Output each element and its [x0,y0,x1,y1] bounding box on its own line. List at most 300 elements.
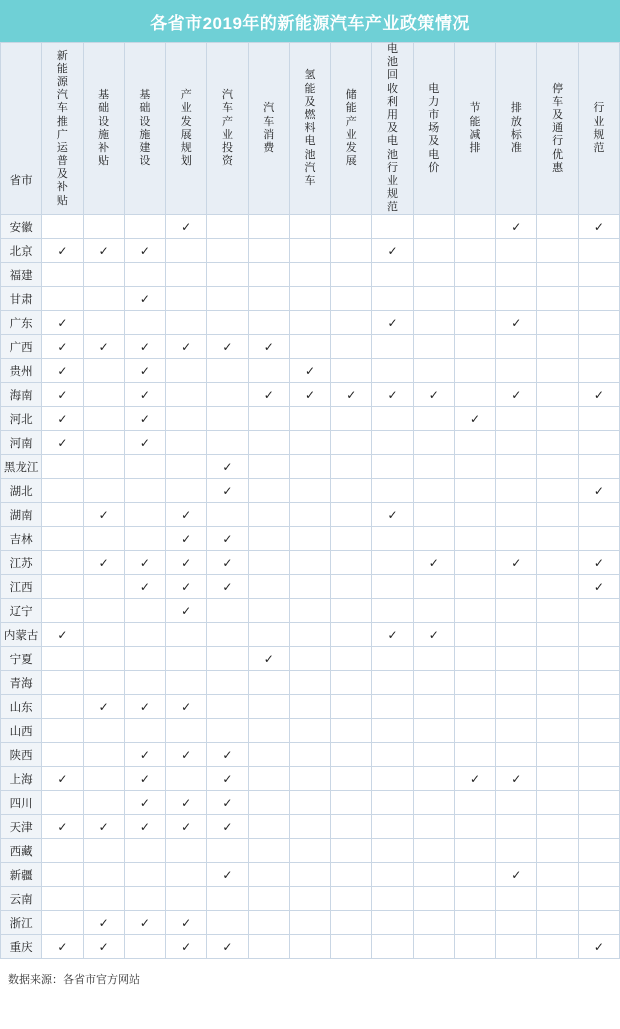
policy-empty-cell [289,503,330,527]
policy-empty-cell [578,311,619,335]
policy-empty-cell [578,263,619,287]
policy-check-cell: ✓ [207,863,248,887]
policy-empty-cell [83,287,124,311]
policy-empty-cell [166,887,207,911]
policy-empty-cell [331,767,372,791]
policy-empty-cell [83,311,124,335]
policy-empty-cell [124,887,165,911]
policy-check-cell: ✓ [124,431,165,455]
policy-empty-cell [496,575,537,599]
policy-empty-cell [83,215,124,239]
row-region-label: 湖南 [1,503,42,527]
policy-check-cell: ✓ [372,383,413,407]
policy-empty-cell [331,527,372,551]
policy-empty-cell [413,407,454,431]
policy-empty-cell [248,695,289,719]
policy-check-cell: ✓ [454,407,495,431]
policy-empty-cell [124,671,165,695]
policy-empty-cell [331,887,372,911]
policy-empty-cell [454,311,495,335]
policy-check-cell: ✓ [207,479,248,503]
policy-check-cell: ✓ [289,383,330,407]
table-row [1,263,620,287]
policy-check-cell: ✓ [42,359,83,383]
row-region-label: 浙江 [1,911,42,935]
policy-check-cell: ✓ [166,551,207,575]
policy-check-cell: ✓ [83,551,124,575]
row-region-label: 宁夏 [1,647,42,671]
policy-empty-cell [83,839,124,863]
policy-empty-cell [331,935,372,959]
table-row [1,287,620,311]
policy-empty-cell [124,311,165,335]
policy-empty-cell [372,263,413,287]
table-row [1,743,620,767]
policy-empty-cell [454,935,495,959]
policy-empty-cell [372,359,413,383]
policy-empty-cell [496,503,537,527]
policy-check-cell: ✓ [166,815,207,839]
policy-empty-cell [42,863,83,887]
policy-empty-cell [248,743,289,767]
policy-empty-cell [248,527,289,551]
column-header-2 [83,43,124,215]
table-row [1,575,620,599]
policy-empty-cell [42,527,83,551]
policy-check-cell: ✓ [413,383,454,407]
policy-empty-cell [413,791,454,815]
policy-empty-cell [578,239,619,263]
policy-empty-cell [331,743,372,767]
policy-empty-cell [372,599,413,623]
policy-empty-cell [537,551,578,575]
policy-check-cell: ✓ [496,863,537,887]
column-header-4 [166,43,207,215]
policy-empty-cell [537,215,578,239]
policy-empty-cell [372,431,413,455]
policy-check-cell: ✓ [124,407,165,431]
policy-empty-cell [42,671,83,695]
policy-empty-cell [83,623,124,647]
policy-empty-cell [42,575,83,599]
policy-empty-cell [124,527,165,551]
policy-empty-cell [537,263,578,287]
policy-empty-cell [537,599,578,623]
policy-check-cell: ✓ [413,551,454,575]
policy-empty-cell [537,671,578,695]
policy-empty-cell [289,263,330,287]
policy-empty-cell [166,407,207,431]
policy-empty-cell [207,311,248,335]
policy-empty-cell [289,287,330,311]
column-header-label: 汽车产业投资 [221,89,233,168]
policy-empty-cell [248,767,289,791]
policy-empty-cell [454,863,495,887]
policy-empty-cell [207,911,248,935]
policy-empty-cell [42,719,83,743]
policy-empty-cell [124,863,165,887]
column-header-label: 新能源汽车推广运普及补贴 [56,49,68,207]
policy-empty-cell [289,815,330,839]
policy-empty-cell [248,791,289,815]
policy-empty-cell [413,287,454,311]
table-row [1,839,620,863]
policy-empty-cell [413,671,454,695]
policy-empty-cell [578,839,619,863]
policy-check-cell: ✓ [372,239,413,263]
policy-check-cell: ✓ [372,623,413,647]
row-region-label: 上海 [1,767,42,791]
policy-check-cell: ✓ [166,911,207,935]
policy-empty-cell [496,407,537,431]
policy-empty-cell [248,239,289,263]
policy-empty-cell [578,647,619,671]
policy-empty-cell [537,407,578,431]
column-header-region: 省市 [1,43,42,215]
policy-empty-cell [454,431,495,455]
policy-empty-cell [413,839,454,863]
column-header-3 [124,43,165,215]
policy-empty-cell [124,263,165,287]
policy-empty-cell [537,695,578,719]
policy-empty-cell [42,479,83,503]
policy-check-cell: ✓ [578,383,619,407]
policy-empty-cell [83,887,124,911]
policy-empty-cell [331,671,372,695]
policy-empty-cell [537,503,578,527]
policy-check-cell: ✓ [496,215,537,239]
policy-check-cell: ✓ [166,743,207,767]
column-header-label: 电池回收利用及电池行业规范 [387,43,399,214]
policy-empty-cell [83,527,124,551]
policy-empty-cell [289,575,330,599]
policy-empty-cell [454,743,495,767]
policy-empty-cell [289,911,330,935]
policy-empty-cell [413,335,454,359]
policy-empty-cell [83,599,124,623]
policy-empty-cell [454,815,495,839]
policy-empty-cell [454,479,495,503]
table-row [1,863,620,887]
policy-empty-cell [289,215,330,239]
policy-empty-cell [124,623,165,647]
policy-check-cell: ✓ [42,815,83,839]
row-region-label: 北京 [1,239,42,263]
policy-empty-cell [207,695,248,719]
row-region-label: 河南 [1,431,42,455]
table-row [1,671,620,695]
policy-empty-cell [454,383,495,407]
policy-check-cell: ✓ [207,791,248,815]
policy-empty-cell [289,239,330,263]
policy-empty-cell [331,215,372,239]
policy-empty-cell [372,887,413,911]
policy-empty-cell [331,863,372,887]
row-region-label: 新疆 [1,863,42,887]
policy-empty-cell [248,407,289,431]
row-region-label: 陕西 [1,743,42,767]
policy-check-cell: ✓ [166,215,207,239]
policy-empty-cell [289,311,330,335]
page-title: 各省市2019年的新能源汽车产业政策情况 [150,13,470,33]
column-header-8 [331,43,372,215]
policy-empty-cell [454,599,495,623]
policy-empty-cell [83,431,124,455]
policy-empty-cell [331,503,372,527]
policy-empty-cell [289,767,330,791]
policy-empty-cell [331,575,372,599]
table-row [1,335,620,359]
policy-empty-cell [248,215,289,239]
policy-empty-cell [289,935,330,959]
column-header-label: 排放标准 [510,102,522,154]
policy-empty-cell [207,359,248,383]
policy-empty-cell [454,575,495,599]
policy-empty-cell [372,215,413,239]
policy-empty-cell [289,671,330,695]
row-region-label: 贵州 [1,359,42,383]
policy-empty-cell [578,623,619,647]
column-header-14 [578,43,619,215]
policy-empty-cell [166,671,207,695]
table-row [1,911,620,935]
policy-empty-cell [413,719,454,743]
policy-check-cell: ✓ [207,527,248,551]
policy-empty-cell [496,695,537,719]
policy-empty-cell [372,863,413,887]
table-row [1,767,620,791]
row-region-label: 福建 [1,263,42,287]
policy-empty-cell [496,527,537,551]
source-note: 数据来源：各省市官方网站 [8,974,140,987]
policy-empty-cell [496,263,537,287]
policy-empty-cell [413,239,454,263]
policy-empty-cell [331,287,372,311]
policy-empty-cell [248,599,289,623]
policy-empty-cell [331,791,372,815]
policy-empty-cell [537,455,578,479]
row-region-label: 黑龙江 [1,455,42,479]
policy-empty-cell [413,215,454,239]
policy-check-cell: ✓ [166,575,207,599]
policy-check-cell: ✓ [124,695,165,719]
policy-check-cell: ✓ [42,407,83,431]
policy-empty-cell [413,263,454,287]
policy-empty-cell [454,239,495,263]
policy-empty-cell [413,599,454,623]
policy-check-cell: ✓ [578,575,619,599]
policy-empty-cell [124,647,165,671]
policy-check-cell: ✓ [124,335,165,359]
policy-empty-cell [537,647,578,671]
table-row [1,455,620,479]
column-header-label: 基础设施补贴 [98,89,110,168]
policy-empty-cell [166,647,207,671]
policy-empty-cell [372,695,413,719]
policy-check-cell: ✓ [578,215,619,239]
row-region-label: 江苏 [1,551,42,575]
table-row [1,695,620,719]
policy-table [0,42,620,959]
table-row [1,719,620,743]
policy-empty-cell [248,719,289,743]
policy-check-cell: ✓ [166,599,207,623]
policy-empty-cell [496,335,537,359]
policy-empty-cell [331,239,372,263]
column-header-1 [42,43,83,215]
policy-empty-cell [537,287,578,311]
policy-empty-cell [331,335,372,359]
policy-empty-cell [42,695,83,719]
column-header-label: 汽车消费 [263,102,275,154]
column-header-11 [454,43,495,215]
policy-empty-cell [248,887,289,911]
policy-empty-cell [42,887,83,911]
policy-empty-cell [454,503,495,527]
policy-empty-cell [496,791,537,815]
table-row [1,527,620,551]
policy-empty-cell [372,647,413,671]
table-row [1,887,620,911]
row-region-label: 海南 [1,383,42,407]
policy-empty-cell [454,671,495,695]
policy-empty-cell [248,455,289,479]
policy-empty-cell [413,575,454,599]
policy-empty-cell [578,815,619,839]
policy-empty-cell [454,839,495,863]
policy-empty-cell [124,503,165,527]
row-region-label: 安徽 [1,215,42,239]
policy-empty-cell [537,839,578,863]
policy-check-cell: ✓ [372,503,413,527]
page-title-bar [0,0,620,42]
policy-empty-cell [578,335,619,359]
policy-empty-cell [413,527,454,551]
policy-empty-cell [207,671,248,695]
policy-check-cell: ✓ [496,551,537,575]
policy-check-cell: ✓ [83,815,124,839]
policy-empty-cell [537,479,578,503]
policy-empty-cell [83,767,124,791]
table-header-row [1,43,620,215]
policy-empty-cell [42,503,83,527]
policy-empty-cell [331,551,372,575]
policy-empty-cell [124,839,165,863]
policy-check-cell: ✓ [83,239,124,263]
policy-empty-cell [537,623,578,647]
policy-empty-cell [207,503,248,527]
policy-empty-cell [207,839,248,863]
row-region-label: 四川 [1,791,42,815]
policy-empty-cell [537,431,578,455]
policy-empty-cell [83,719,124,743]
policy-empty-cell [413,479,454,503]
policy-check-cell: ✓ [42,431,83,455]
table-row [1,599,620,623]
policy-empty-cell [413,767,454,791]
table-row [1,623,620,647]
table-row [1,359,620,383]
table-row [1,215,620,239]
policy-empty-cell [42,263,83,287]
column-header-12 [496,43,537,215]
policy-empty-cell [372,287,413,311]
policy-check-cell: ✓ [83,935,124,959]
table-row [1,503,620,527]
policy-empty-cell [124,719,165,743]
policy-check-cell: ✓ [578,479,619,503]
policy-empty-cell [537,383,578,407]
policy-empty-cell [413,455,454,479]
policy-empty-cell [42,599,83,623]
column-header-5 [207,43,248,215]
policy-empty-cell [42,455,83,479]
policy-empty-cell [537,359,578,383]
policy-empty-cell [42,215,83,239]
policy-empty-cell [248,503,289,527]
policy-empty-cell [83,743,124,767]
policy-empty-cell [372,575,413,599]
policy-empty-cell [289,839,330,863]
policy-empty-cell [578,455,619,479]
policy-check-cell: ✓ [207,767,248,791]
policy-empty-cell [537,911,578,935]
policy-empty-cell [289,455,330,479]
policy-check-cell: ✓ [207,815,248,839]
policy-empty-cell [207,647,248,671]
policy-empty-cell [248,431,289,455]
policy-empty-cell [166,263,207,287]
table-row [1,935,620,959]
policy-empty-cell [496,287,537,311]
policy-check-cell: ✓ [124,815,165,839]
policy-check-cell: ✓ [372,311,413,335]
policy-empty-cell [537,791,578,815]
row-region-label: 内蒙古 [1,623,42,647]
policy-empty-cell [289,479,330,503]
policy-empty-cell [248,935,289,959]
policy-check-cell: ✓ [42,935,83,959]
policy-check-cell: ✓ [83,503,124,527]
policy-empty-cell [331,359,372,383]
policy-empty-cell [496,455,537,479]
table-header [1,43,620,215]
policy-empty-cell [207,719,248,743]
policy-empty-cell [413,743,454,767]
policy-empty-cell [166,623,207,647]
table-row [1,311,620,335]
policy-empty-cell [289,431,330,455]
policy-empty-cell [454,551,495,575]
policy-empty-cell [248,575,289,599]
policy-empty-cell [496,839,537,863]
policy-empty-cell [248,551,289,575]
policy-empty-cell [331,719,372,743]
policy-empty-cell [83,359,124,383]
policy-empty-cell [454,527,495,551]
policy-empty-cell [372,839,413,863]
policy-check-cell: ✓ [42,383,83,407]
policy-empty-cell [413,647,454,671]
policy-empty-cell [207,239,248,263]
policy-empty-cell [289,695,330,719]
policy-empty-cell [372,335,413,359]
policy-check-cell: ✓ [289,359,330,383]
policy-empty-cell [42,911,83,935]
policy-empty-cell [496,431,537,455]
policy-empty-cell [289,407,330,431]
policy-empty-cell [83,407,124,431]
